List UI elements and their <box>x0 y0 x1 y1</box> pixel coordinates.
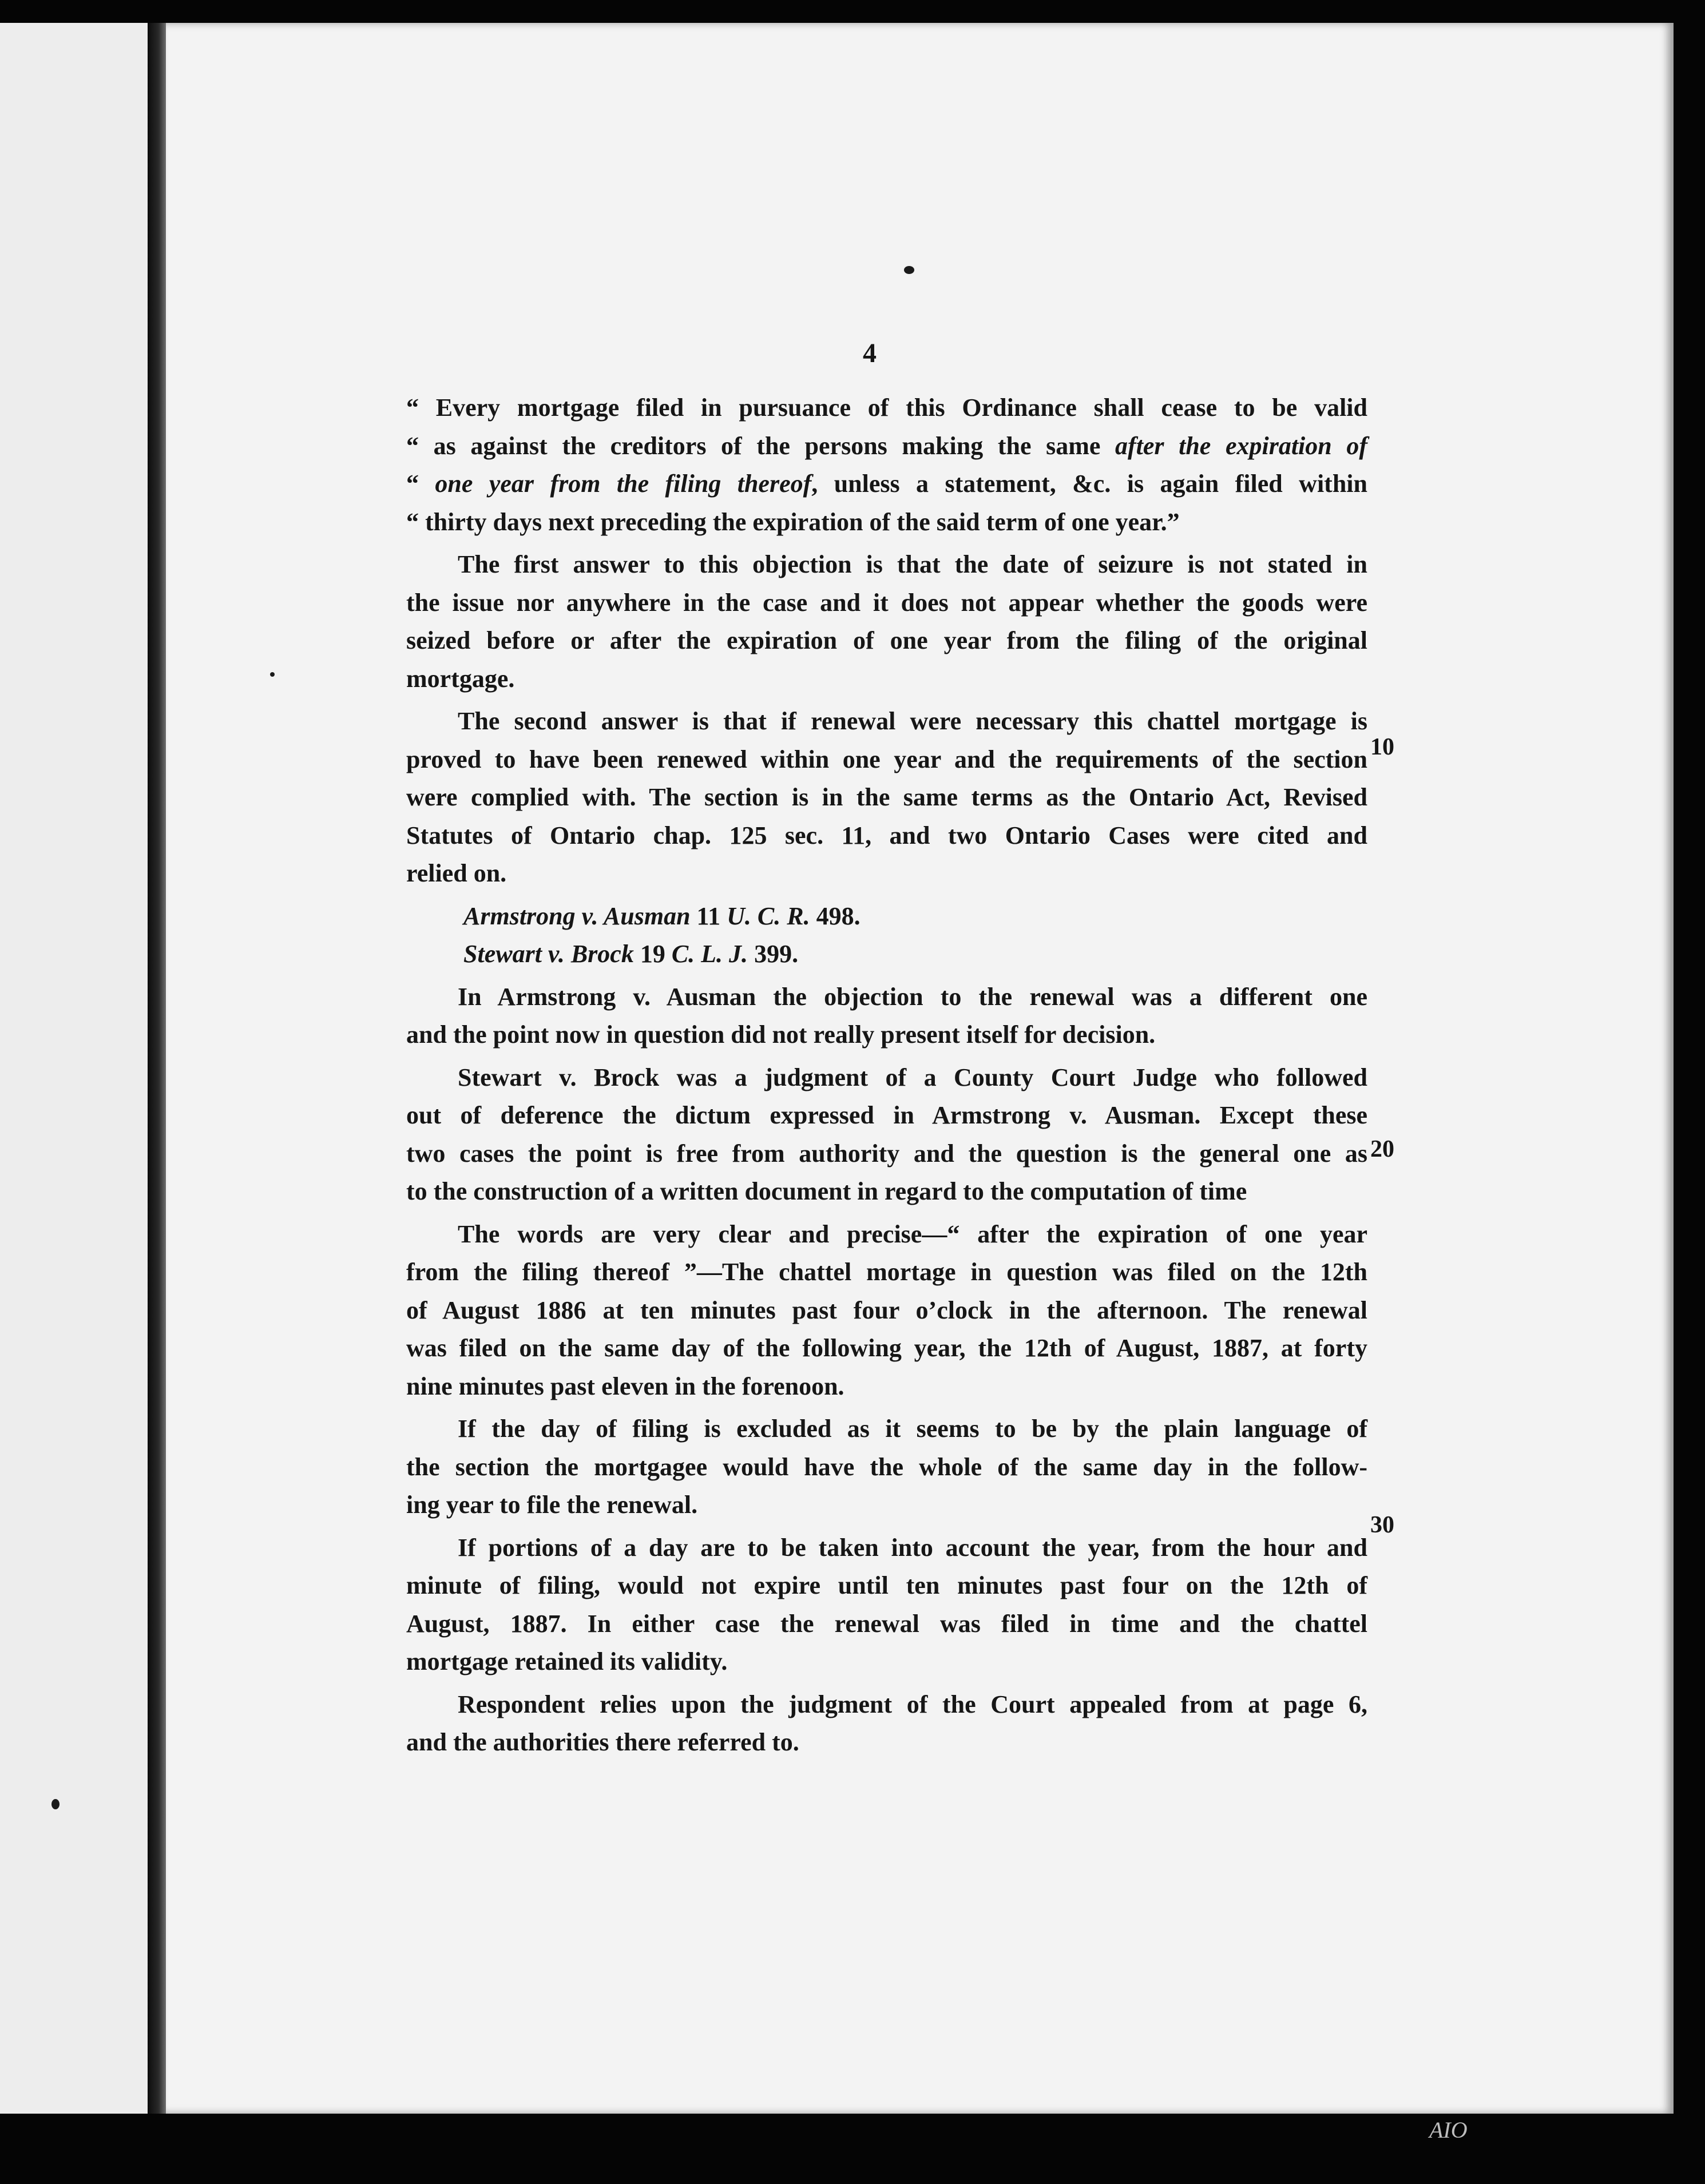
paragraph-line: of August 1886 at ten minutes past four o’clock in the afternoon. The renewal <box>406 1296 1367 1324</box>
paragraph-line: and the authorities there referred to. <box>406 1728 799 1756</box>
case-citation <box>406 935 1367 974</box>
quote-text: “ as against the creditors of the persons making the same <box>406 431 1115 460</box>
paragraph-line: Respondent relies upon the judgment of the Court appealed from at page 6, <box>458 1690 1367 1718</box>
quote-line: “ Every mortgage filed in pursuance of this Ordinance shall cease to be valid <box>406 394 1367 422</box>
paragraph-line: In Armstrong v. Ausman the objection to the renewal was a different one <box>458 982 1367 1011</box>
citation-page: 399. <box>754 940 799 968</box>
paragraph-line: seized before or after the expiration of one year from the filing of the original <box>406 626 1367 654</box>
corner-stamp-mark: AIO <box>1429 2117 1468 2143</box>
page-number: 4 <box>863 338 877 368</box>
paragraph-line: Statutes of Ontario chap. 125 sec. 11, and two Ontario Cases were cited and <box>406 821 1367 849</box>
paragraph-line: The second answer is that if renewal were necessary this chattel mortgage is <box>458 707 1367 735</box>
citation-reporter: U. C. R. <box>727 902 810 930</box>
paragraph-line: were complied with. The section is in the same terms as the Ontario Act, Revised <box>406 783 1367 811</box>
paragraph-line: from the filing thereof ”—The chattel mortage in question was filed on the 12th <box>406 1258 1367 1286</box>
citation-volume: 11 <box>696 902 721 930</box>
citation-reporter: C. L. J. <box>671 940 748 968</box>
paragraph-line: mortgage retained its validity. <box>406 1647 728 1675</box>
paragraph-line: out of deference the dictum expressed in Armstrong v. Ausman. Except these <box>406 1101 1367 1129</box>
paragraph-line: the issue nor anywhere in the case and it does not appear whether the goods were <box>406 588 1367 617</box>
quote-text: , unless a statement, &c. is again filed within <box>811 470 1367 498</box>
paragraph-line: minute of filing, would not expire until ten minutes past four on the 12th of <box>406 1571 1367 1599</box>
quote-text: “ <box>406 470 435 498</box>
paragraph-line: The words are very clear and precise—“ after the expiration of one year <box>458 1220 1367 1248</box>
paragraph-line: to the construction of a written document in regard to the computation of time <box>406 1177 1247 1205</box>
paragraph-line: was filed on the same day of the following year, the 12th of August, 1887, at forty <box>406 1334 1367 1362</box>
quote-emphasis: one year from the filing thereof <box>435 470 812 498</box>
paragraph-line: relied on. <box>406 859 507 887</box>
line-number-margin: 10 <box>1370 734 1394 760</box>
paragraph-line: and the point now in question did not really present itself for decision. <box>406 1020 1156 1049</box>
facing-page-strip <box>0 23 148 2114</box>
quote-emphasis: after the expiration of <box>1115 431 1367 460</box>
case-citation <box>406 898 1367 936</box>
line-number-margin: 20 <box>1370 1136 1394 1162</box>
paragraph-line: August, 1887. In either case the renewal was filed in time and the chattel <box>406 1609 1367 1638</box>
citation-case: Armstrong v. Ausman <box>463 902 691 930</box>
ink-speck <box>904 266 914 274</box>
citation-page: 498. <box>816 902 861 930</box>
paragraph-line: ing year to file the renewal. <box>406 1491 698 1519</box>
quote-line <box>406 427 1367 466</box>
citation-case: Stewart v. Brock <box>463 940 634 968</box>
paragraph-line: two cases the point is free from authority and the question is the general one as <box>406 1139 1367 1168</box>
ink-speck <box>270 672 275 677</box>
ink-speck <box>51 1799 60 1809</box>
citation-volume: 19 <box>640 940 665 968</box>
paragraph-line: Stewart v. Brock was a judgment of a County Court Judge who followed <box>458 1063 1367 1091</box>
paragraph-line: proved to have been renewed within one year and the requirements of the section <box>406 745 1367 773</box>
paragraph-line: the section the mortgagee would have the whole of the same day in the follow- <box>406 1452 1367 1481</box>
paragraph-line: The first answer to this objection is that the date of seizure is not stated in <box>458 550 1367 578</box>
paragraph-line: nine minutes past eleven in the forenoon. <box>406 1372 844 1400</box>
quote-line: “ thirty days next preceding the expiration of the said term of one year.” <box>406 507 1180 536</box>
quote-line <box>406 465 1367 503</box>
paragraph-line: If the day of filing is excluded as it seems to be by the plain language of <box>458 1415 1367 1443</box>
line-number-margin: 30 <box>1370 1512 1394 1538</box>
page-gutter-shadow <box>148 23 166 2114</box>
paragraph-line: If portions of a day are to be taken into account the year, from the hour and <box>458 1533 1367 1562</box>
body-text <box>406 389 1367 1762</box>
paragraph-line: mortgage. <box>406 664 515 693</box>
